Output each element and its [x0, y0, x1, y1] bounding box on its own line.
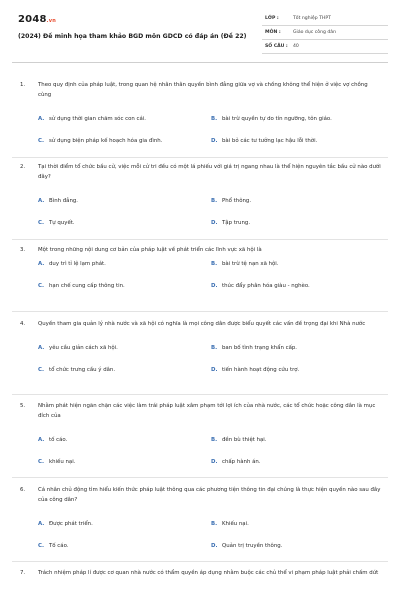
option-letter: C.	[38, 138, 45, 144]
question-number: 4.	[20, 321, 26, 327]
option-c[interactable]	[38, 138, 162, 144]
question-text: Nhằm phát hiện ngăn chặn các việc làm trái pháp luật xâm phạm tới lợi ích của nhà nước, các tổ chức hoặc công dân là mục đích của	[38, 403, 376, 419]
option-letter: A.	[38, 521, 45, 527]
option-d[interactable]	[211, 283, 310, 289]
question-text: Quyền tham gia quản lý nhà nước và xã hội có nghĩa là mọi công dân được biểu quyết các vấn đề trọng đại khi Nhà nước	[38, 321, 366, 327]
meta-key: LỚP :	[265, 16, 279, 21]
option-letter: D.	[211, 283, 218, 289]
option-letter: B.	[211, 261, 218, 267]
meta-row-count	[262, 40, 388, 54]
option-letter: D.	[211, 367, 218, 373]
option-text: ban bố tình trạng khẩn cấp.	[222, 345, 298, 351]
option-text: Tập trung.	[222, 220, 251, 226]
option-text: đền bù thiệt hại.	[222, 437, 267, 443]
option-text: Được phát triển.	[49, 521, 93, 527]
option-a[interactable]	[38, 116, 146, 122]
question-1	[20, 80, 382, 144]
exam-title: (2024) Đề minh họa tham khảo BGD môn GDCD có đáp án (Đề 22)	[18, 33, 247, 40]
option-text: bài trừ quyền tự do tín ngưỡng, tôn giáo.	[222, 116, 332, 122]
meta-row-grade	[262, 12, 388, 26]
logo-text: 2048	[18, 14, 47, 25]
option-a[interactable]	[38, 345, 118, 351]
question-number: 2.	[20, 164, 26, 170]
meta-value: Giáo dục công dân	[293, 30, 337, 35]
option-letter: A.	[38, 345, 45, 351]
question-text: Trách nhiệm pháp lí được cơ quan nhà nước có thẩm quyền áp dụng nhằm buộc các chủ thể vi phạm pháp luật phải chấm dứt	[38, 570, 379, 576]
question-number: 6.	[20, 487, 26, 493]
question-7	[20, 568, 382, 578]
exam-header	[12, 10, 388, 63]
option-letter: B.	[211, 521, 218, 527]
option-text: Phổ thông.	[222, 198, 252, 204]
option-text: hạn chế cung cấp thông tin.	[49, 283, 125, 289]
question-4	[20, 319, 382, 373]
option-c[interactable]	[38, 543, 69, 549]
question-stem	[20, 162, 382, 182]
question-stem	[20, 319, 382, 329]
option-letter: C.	[38, 459, 45, 465]
meta-row-subject	[262, 26, 388, 40]
meta-key: MÔN :	[265, 30, 281, 35]
question-text: Theo quy định của pháp luật, trong quan hệ nhân thân quyền bình đẳng giữa vợ và chồng không thể hiện ở việc vợ chồng cùng	[38, 82, 368, 98]
question-3	[20, 245, 382, 289]
option-letter: B.	[211, 116, 218, 122]
answer-options	[24, 245, 382, 289]
option-letter: B.	[211, 437, 218, 443]
option-text: khiếu nại.	[49, 459, 76, 465]
option-letter: B.	[211, 198, 218, 204]
question-divider	[12, 477, 388, 478]
option-text: yêu cầu giản cách xã hội.	[49, 345, 118, 351]
option-d[interactable]	[211, 543, 282, 549]
option-b[interactable]	[211, 261, 279, 267]
option-letter: C.	[38, 220, 45, 226]
answer-options	[24, 505, 382, 549]
option-text: bài trừ tệ nạn xã hội.	[222, 261, 279, 267]
option-text: sử dụng thời gian chăm sóc con cái.	[49, 116, 147, 122]
option-d[interactable]	[211, 220, 250, 226]
meta-value: 40	[293, 44, 299, 49]
option-b[interactable]	[211, 198, 251, 204]
option-a[interactable]	[38, 198, 78, 204]
option-text: tiến hành hoạt động cứu trợ.	[222, 367, 300, 373]
answer-options	[24, 100, 382, 144]
option-text: Bình đẳng.	[49, 198, 79, 204]
question-number: 7.	[20, 570, 26, 576]
option-d[interactable]	[211, 459, 261, 465]
question-text: Một trong những nội dung cơ bản của pháp luật về phát triển các lĩnh vực xã hội là	[38, 247, 262, 253]
question-stem	[20, 401, 382, 421]
option-letter: D.	[211, 543, 218, 549]
option-a[interactable]	[38, 437, 67, 443]
option-letter: A.	[38, 437, 45, 443]
option-text: thúc đẩy phân hóa giàu - nghèo.	[222, 283, 310, 289]
question-divider	[12, 157, 388, 158]
question-number: 1.	[20, 82, 26, 88]
question-text: Cá nhân chủ động tìm hiểu kiến thức pháp luật thông qua các phương tiện thông tin đại chúng là thực hiện quyền nào sau đây của công dân?	[38, 487, 381, 503]
option-text: tố cáo.	[49, 437, 68, 443]
option-letter: D.	[211, 220, 218, 226]
option-b[interactable]	[211, 521, 249, 527]
option-c[interactable]	[38, 220, 75, 226]
option-c[interactable]	[38, 367, 115, 373]
option-text: Quản trị truyền thông.	[222, 543, 283, 549]
option-b[interactable]	[211, 116, 332, 122]
option-text: sử dụng biện pháp kế hoạch hóa gia đình.	[49, 138, 163, 144]
option-a[interactable]	[38, 521, 93, 527]
answer-options	[24, 421, 382, 465]
option-text: Tố cáo.	[49, 543, 69, 549]
question-divider	[12, 239, 388, 240]
option-d[interactable]	[211, 138, 317, 144]
option-b[interactable]	[211, 345, 297, 351]
option-text: bài bỏ các tư tưởng lạc hậu lỗi thời.	[222, 138, 318, 144]
question-2	[20, 162, 382, 226]
exam-meta-table	[262, 12, 388, 54]
option-text: Khiếu nại.	[222, 521, 249, 527]
option-letter: A.	[38, 261, 45, 267]
question-divider	[12, 311, 388, 312]
logo-tld: .vn	[46, 18, 56, 24]
option-a[interactable]	[38, 261, 106, 267]
option-c[interactable]	[38, 459, 75, 465]
site-logo[interactable]	[18, 14, 56, 25]
option-text: chấp hành án.	[222, 459, 261, 465]
option-letter: A.	[38, 198, 45, 204]
question-stem	[20, 80, 382, 100]
question-stem	[20, 485, 382, 505]
question-text: Tại thời điểm tổ chức bầu cử, việc mỗi cử tri đều có một lá phiếu với giá trị ngang nhau là thể hiện nguyên tắc bầu cử nào dưới đây?	[38, 164, 381, 180]
question-number: 3.	[20, 247, 26, 253]
option-letter: C.	[38, 367, 45, 373]
option-text: Tự quyết.	[49, 220, 75, 226]
meta-key: SỐ CÂU :	[265, 44, 288, 49]
option-letter: D.	[211, 138, 218, 144]
question-5	[20, 401, 382, 465]
option-b[interactable]	[211, 437, 267, 443]
option-text: tổ chức trưng cầu ý dân.	[49, 367, 116, 373]
question-6	[20, 485, 382, 549]
option-c[interactable]	[38, 283, 125, 289]
option-letter: C.	[38, 543, 45, 549]
option-d[interactable]	[211, 367, 299, 373]
option-letter: A.	[38, 116, 45, 122]
option-letter: B.	[211, 345, 218, 351]
question-stem	[20, 568, 382, 578]
question-number: 5.	[20, 403, 26, 409]
answer-options	[24, 182, 382, 226]
question-divider	[12, 394, 388, 395]
option-letter: D.	[211, 459, 218, 465]
meta-value: Tốt nghiệp THPT	[293, 16, 331, 21]
option-text: duy trì tỉ lệ lạm phát.	[49, 261, 106, 267]
option-letter: C.	[38, 283, 45, 289]
question-divider	[12, 561, 388, 562]
answer-options	[24, 329, 382, 373]
